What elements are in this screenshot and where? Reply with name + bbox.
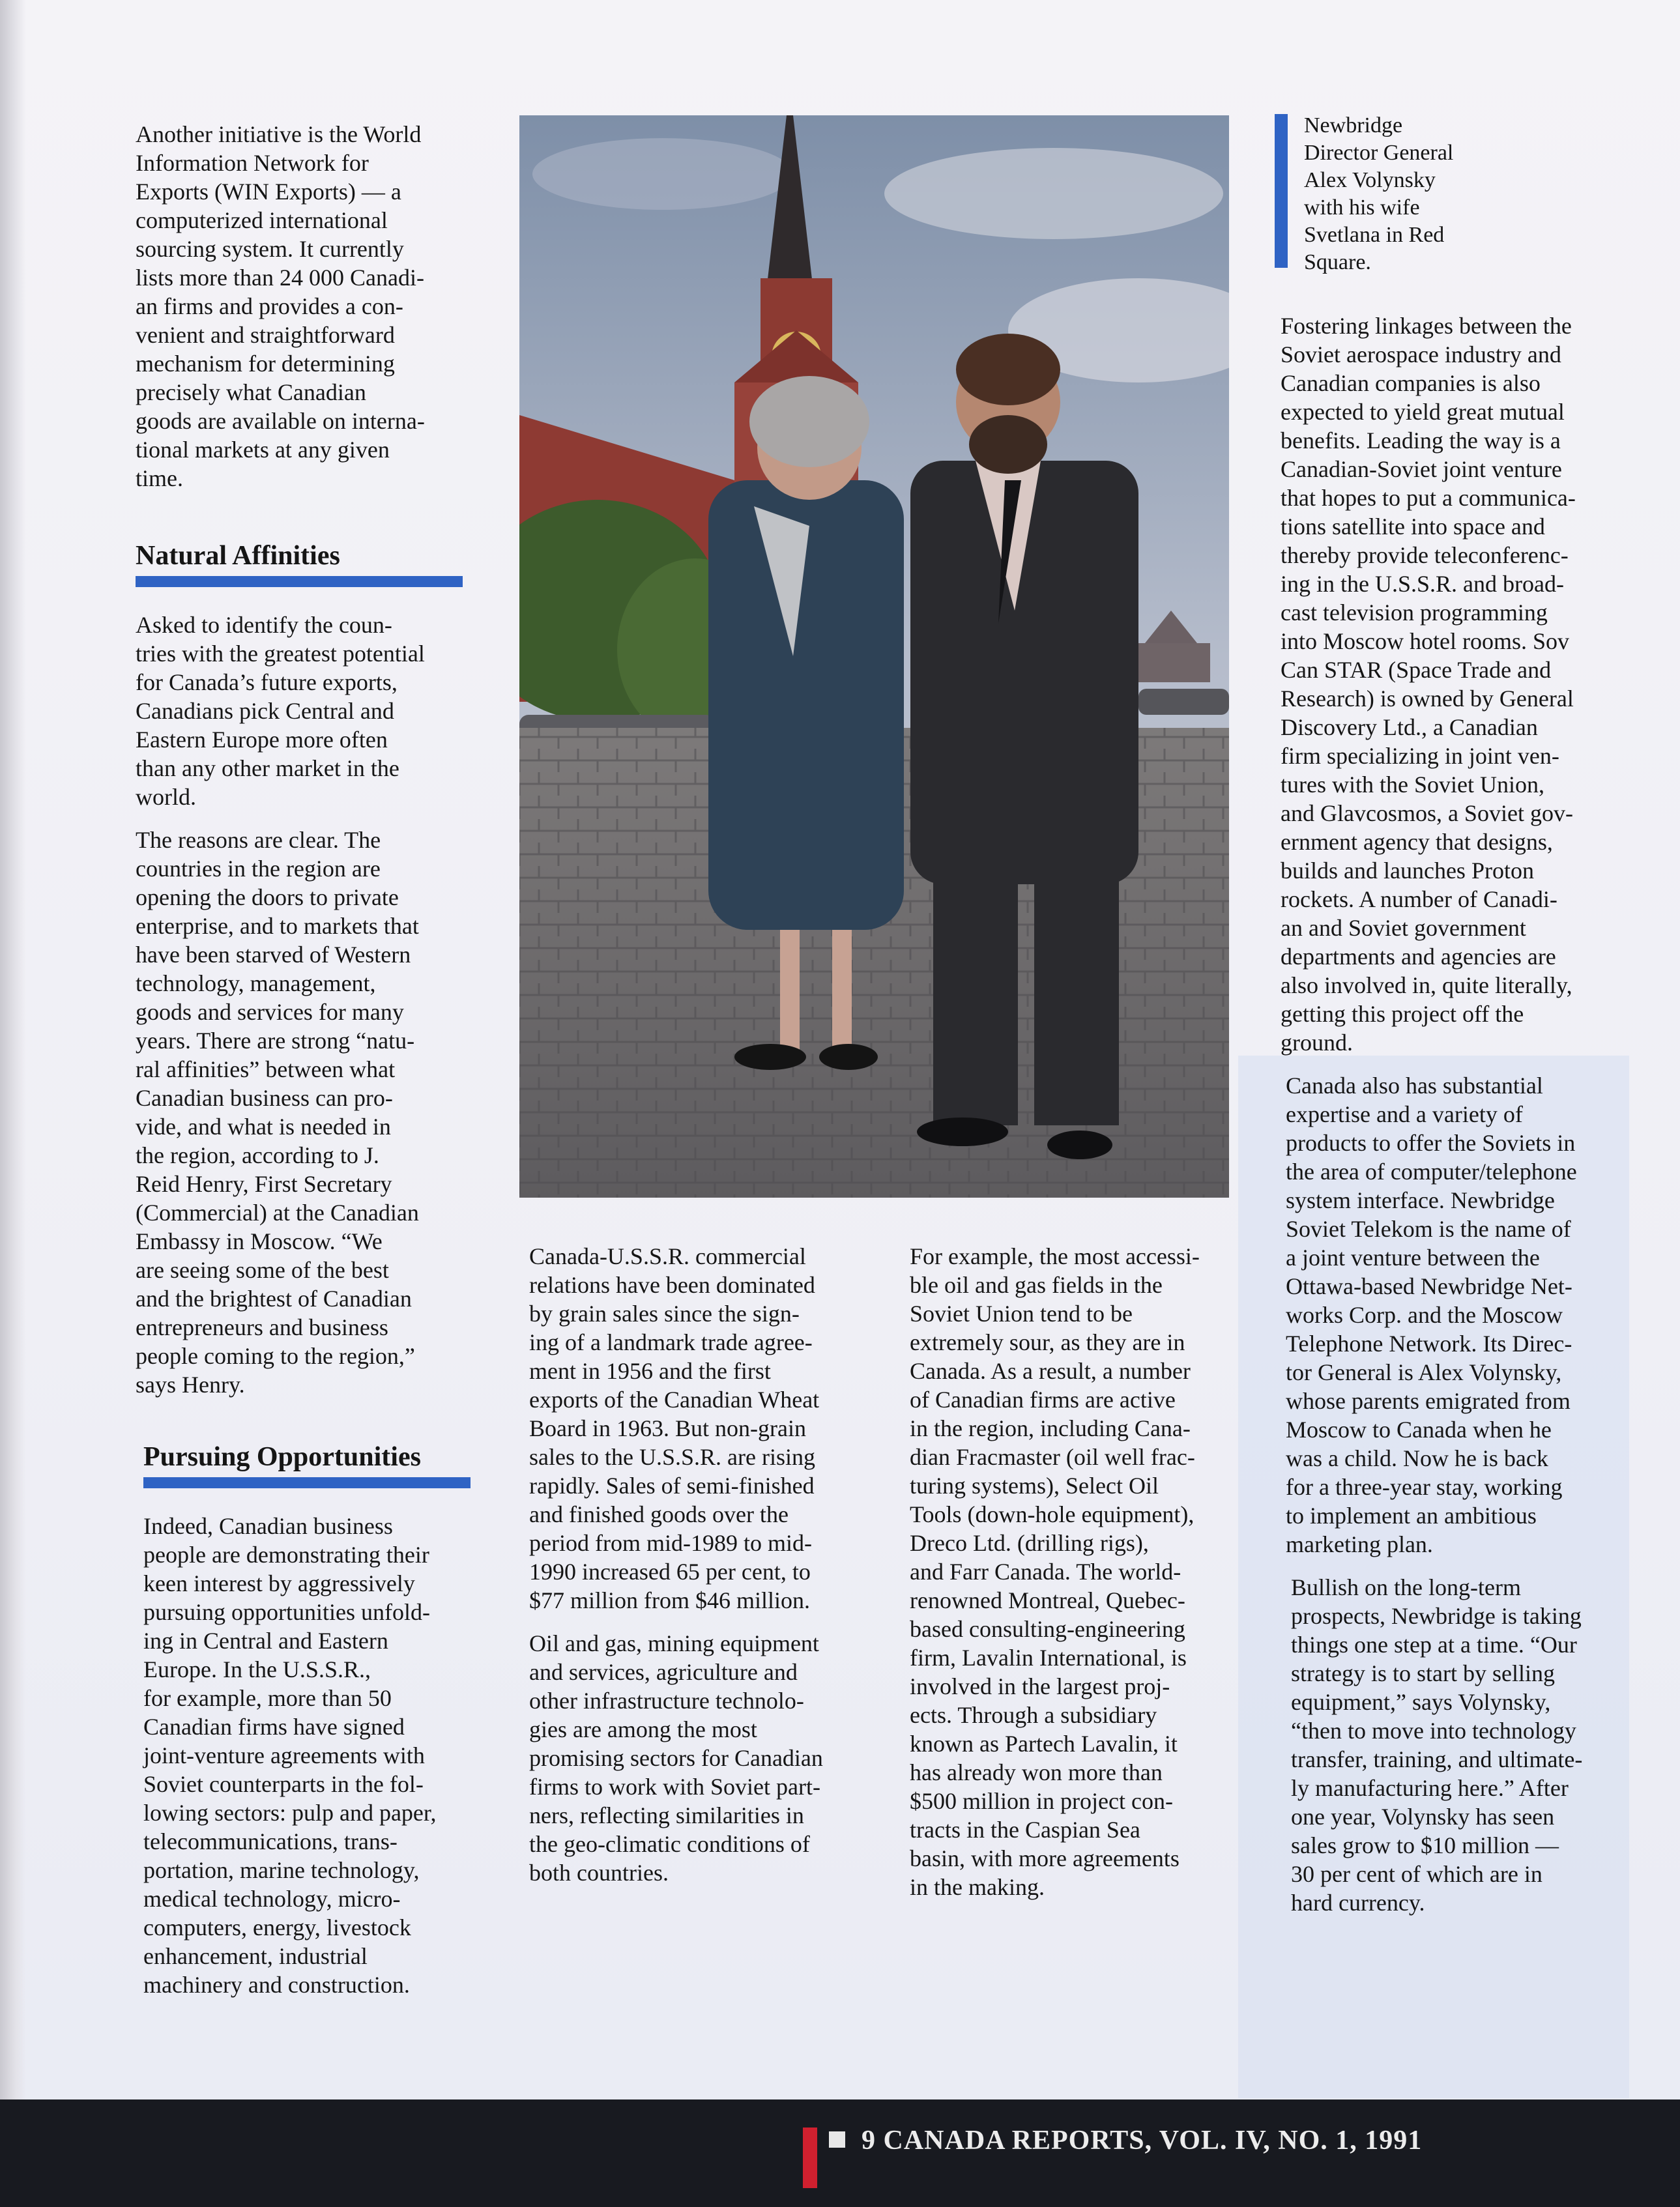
col2-paragraph-1: Canada-U.S.S.R. commercial relations have been dominated by grain sales since the sign- ing of a landmark trade agree- ment in 1956 and the first exports of the Canadian Wheat Board in 1963. But non-grain sales to the U.S.S.R. are rising rapidly. Sales of semi-finished and finished goods over the period from mid-1989 to mid- 1990 increased 65 per cent, to $77 million from $46 million. bbox=[529, 1243, 820, 1613]
photo-red-square bbox=[519, 115, 1229, 1198]
section-heading-pursuing-opportunities bbox=[143, 1439, 474, 1488]
col1-paragraph-4: Indeed, Canadian business people are demonstrating their keen interest by aggressively pursuing opportunities unfold- ing in Central and Eastern Europe. In the U.S.S.R., for example, more than 50 Canadian firms have signed joint-venture agreements with Soviet counterparts in the fol- lowing sectors: pulp and paper, telecommunications, trans- portation, marine technology, medical technology, micro- computers, energy, livestock enhancement, industrial machinery and construction. bbox=[143, 1513, 437, 1998]
col3-paragraph-1: For example, the most accessi- ble oil and gas fields in the Soviet Union tend to be extremely sour, as they are in Canada. As a result, a number of Canadian firms are active in the region, including Cana- dian Fracmaster (oil well frac- turing systems), Select Oil Tools (down-hole equipment), Dreco Ltd. (drilling rigs), and Farr Canada. The world- renowned Montreal, Quebec- based consulting-engineering firm, Lavalin International, is involved in the largest proj- ects. Through a subsidiary known as Partech Lavalin, it has already won more than $500 million in project con- tracts in the Caspian Sea basin, with more agreements in the making. bbox=[910, 1243, 1200, 1900]
col2-paragraph-2: Oil and gas, mining equipment and services, agriculture and other infrastructure technolo- gies are among the most promising sectors for Canadian firms to work with Soviet part- ners, reflecting similarities in the geo-climatic conditions of both countries. bbox=[529, 1630, 823, 1886]
col1-paragraph-1: Another initiative is the World Information Network for Exports (WIN Exports) — a computerized international sourcing system. It currently lists more than 24 000 Canadi- an firms and provides a con- venient and straightforward mechanism for determining precisely what Canadian goods are available on interna- tional markets at any given time. bbox=[136, 121, 425, 491]
caption-accent-bar bbox=[1275, 114, 1288, 268]
heading-text: Natural Affinities bbox=[136, 541, 340, 571]
column-2 bbox=[529, 1242, 868, 1901]
heading-rule bbox=[143, 1477, 471, 1488]
col4-paragraph-1: Fostering linkages between the Soviet aerospace industry and Canadian companies is also expected to yield great mutual benefits. Leading the way is a Canadian-Soviet joint venture that hopes to put a communica- tions satellite into space and thereby provide teleconferenc- ing in the U.S.S.R. and broad- cast television programming into Moscow hotel rooms. Sov Can STAR (Space Trade and Research) is owned by General Discovery Ltd., a Canadian firm specializing in joint ven- tures with the Soviet Union, and Glavcosmos, a Soviet gov- ernment agency that designs, builds and launches Proton rockets. A number of Canadi- an and Soviet government departments and agencies are also involved in, quite literally, getting this project off the ground. bbox=[1281, 313, 1576, 1056]
page-spine-shadow bbox=[0, 0, 26, 2207]
col4-paragraph-3: Bullish on the long-term prospects, Newbridge is taking things one step at a time. “Our strategy is to start by selling equipment,” says Volynsky, “then to move into technology transfer, training, and ultimate- ly manufacturing here.” After one year, Volynsky has seen sales grow to $10 million — 30 per cent of which are in hard currency. bbox=[1291, 1574, 1583, 1916]
section-heading-natural-affinities bbox=[136, 538, 474, 587]
col1-paragraph-2: Asked to identify the coun- tries with the greatest potential for Canada’s future exports, Canadians pick Central and Eastern Europe more often than any other market in the world. bbox=[136, 612, 425, 810]
footer-bar bbox=[0, 2099, 1680, 2207]
column-3 bbox=[910, 1242, 1242, 1916]
column-4 bbox=[1281, 311, 1619, 1931]
footer-publication-line: 9 CANADA REPORTS, VOL. IV, NO. 1, 1991 bbox=[862, 2126, 1423, 2156]
col4-paragraph-2: Canada also has substantial expertise and a variety of products to offer the Soviets in the area of computer/telephone system interface. Newbridge Soviet Telekom is the name of a joint venture between the Ottawa-based Newbridge Net- works Corp. and the Moscow Telephone Network. Its Direc- tor General is Alex Volynsky, whose parents emigrated from Moscow to Canada when he was a child. Now he is back for a three-year stay, working to implement an ambitious marketing plan. bbox=[1286, 1073, 1577, 1557]
heading-text: Pursuing Opportunities bbox=[143, 1442, 421, 1472]
footer-square-icon bbox=[829, 2131, 845, 2148]
photo-caption: Newbridge Director General Alex Volynsky with his wife Svetlana in Red Square. bbox=[1304, 113, 1454, 274]
col1-paragraph-3: The reasons are clear. The countries in the region are opening the doors to private enterprise, and to markets that have been starved of Western technology, management, goods and services for many years. There are strong “natu- ral affinities” between what Canadian business can pro- vide, and what is needed in the region, according to J. Reid Henry, First Secretary (Commercial) at the Canadian Embassy in Moscow. “We are seeing some of the best and the brightest of Canadian entrepreneurs and business people coming to the region,” says Henry. bbox=[136, 827, 419, 1398]
footer-red-accent bbox=[803, 2128, 817, 2188]
heading-rule bbox=[136, 576, 463, 587]
column-1 bbox=[136, 120, 474, 2013]
